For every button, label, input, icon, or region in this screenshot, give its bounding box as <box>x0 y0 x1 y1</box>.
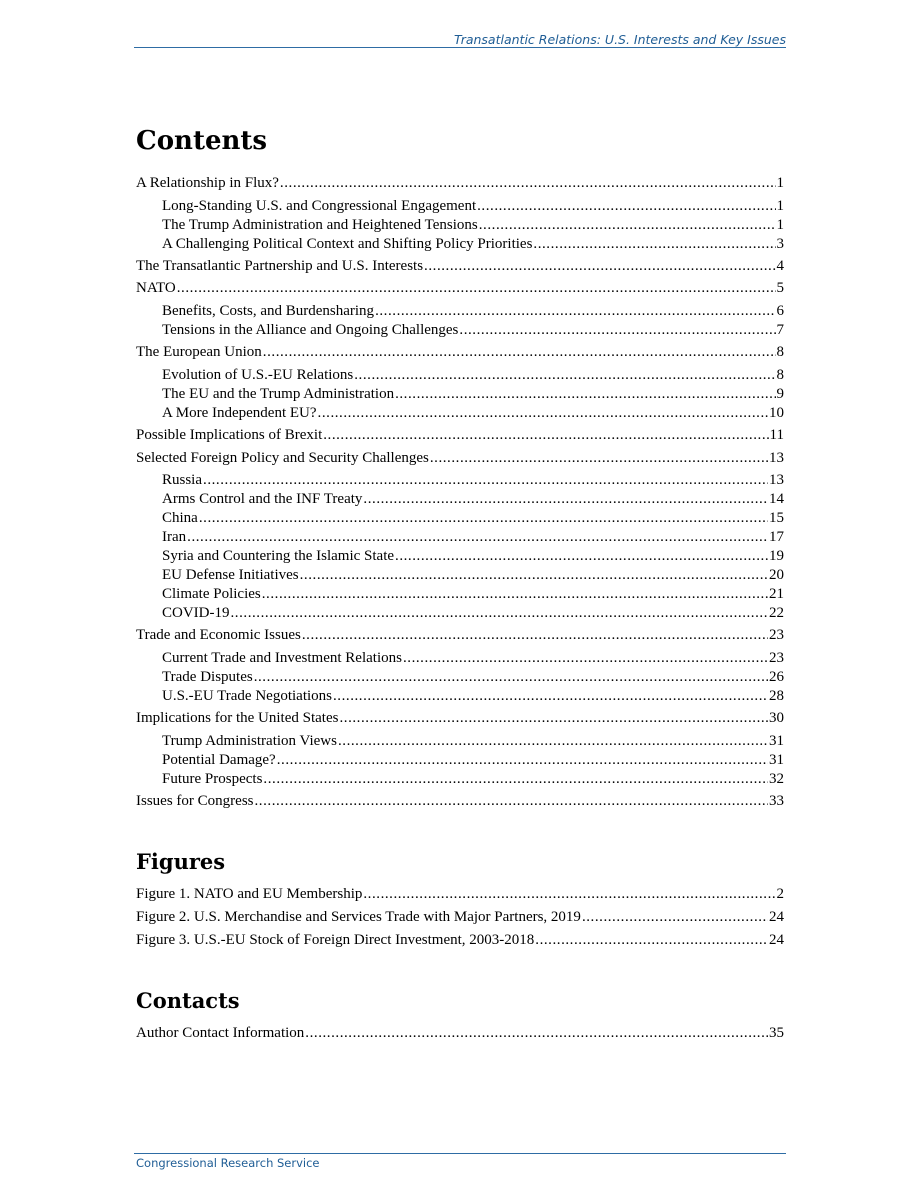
toc-entry[interactable] <box>162 547 784 565</box>
toc-entry-title: Evolution of U.S.-EU Relations <box>162 367 354 383</box>
toc-dot-leader <box>582 908 768 926</box>
toc-dot-leader <box>354 366 775 384</box>
toc-entry-page: 13 <box>769 450 784 466</box>
toc-dot-leader <box>323 426 768 444</box>
toc-entry[interactable] <box>162 490 784 508</box>
toc-entry[interactable] <box>136 343 784 361</box>
toc-dot-leader <box>333 687 768 705</box>
toc-dot-leader <box>339 709 768 727</box>
toc-entry-title: Potential Damage? <box>162 752 276 768</box>
toc-entry-page: 21 <box>769 586 784 602</box>
toc-dot-leader <box>277 751 768 769</box>
toc-entry-title: Future Prospects <box>162 771 263 787</box>
toc-entry-title: U.S.-EU Trade Negotiations <box>162 688 332 704</box>
toc-entry-title: EU Defense Initiatives <box>162 567 299 583</box>
toc-entry-page: 35 <box>769 1025 784 1041</box>
toc-entry-title: Implications for the United States <box>136 710 339 726</box>
toc-entry[interactable] <box>162 585 784 603</box>
toc-entry[interactable] <box>136 885 784 903</box>
contacts-heading: Contacts <box>136 988 240 1013</box>
toc-entry-title: Selected Foreign Policy and Security Challenges <box>136 450 429 466</box>
toc-entry[interactable] <box>162 649 784 667</box>
toc-dot-leader <box>430 449 768 467</box>
toc-entry-title: Long-Standing U.S. and Congressional Engagement <box>162 198 477 214</box>
toc-entry-page: 5 <box>776 280 784 296</box>
toc-entry-page: 9 <box>776 386 784 402</box>
toc-entry[interactable] <box>136 1024 784 1042</box>
toc-dot-leader <box>318 404 768 422</box>
toc-entry-page: 24 <box>769 932 784 948</box>
toc-entry-title: The Transatlantic Partnership and U.S. Interests <box>136 258 424 274</box>
toc-dot-leader <box>231 604 769 622</box>
toc-entry[interactable] <box>162 321 784 339</box>
toc-entry[interactable] <box>136 449 784 467</box>
toc-entry[interactable] <box>136 709 784 727</box>
toc-entry-page: 11 <box>769 427 784 443</box>
toc-dot-leader <box>305 1024 768 1042</box>
page-footer <box>134 1153 786 1170</box>
toc-entry-title: Possible Implications of Brexit <box>136 427 323 443</box>
toc-entry-page: 28 <box>769 688 784 704</box>
toc-dot-leader <box>403 649 768 667</box>
toc-entry-title: Russia <box>162 472 203 488</box>
toc-dot-leader <box>479 216 776 234</box>
toc-entry-page: 1 <box>776 198 784 214</box>
toc-entry[interactable] <box>136 174 784 192</box>
toc-dot-leader <box>263 770 768 788</box>
toc-entry-page: 1 <box>776 175 784 191</box>
toc-entry-title: Figure 3. U.S.-EU Stock of Foreign Direct Investment, 2003-2018 <box>136 932 535 948</box>
toc-entry[interactable] <box>162 732 784 750</box>
toc-entry-title: A Challenging Political Context and Shifting Policy Priorities <box>162 236 533 252</box>
toc-entry-page: 30 <box>769 710 784 726</box>
toc-entry-page: 33 <box>769 793 784 809</box>
toc-entry-page: 14 <box>769 491 784 507</box>
toc-entry-page: 8 <box>776 367 784 383</box>
toc-entry-page: 10 <box>769 405 784 421</box>
toc-dot-leader <box>302 626 768 644</box>
toc-entry-title: Arms Control and the INF Treaty <box>162 491 363 507</box>
toc-dot-leader <box>203 471 768 489</box>
toc-entry[interactable] <box>162 770 784 788</box>
toc-dot-leader <box>459 321 775 339</box>
toc-entry-page: 7 <box>776 322 784 338</box>
header-title: Transatlantic Relations: U.S. Interests and Key Issues <box>454 32 786 47</box>
toc-entry[interactable] <box>136 626 784 644</box>
toc-entry[interactable] <box>162 751 784 769</box>
toc-entry-page: 26 <box>769 669 784 685</box>
toc-entry[interactable] <box>162 471 784 489</box>
toc-dot-leader <box>187 528 768 546</box>
toc-dot-leader <box>199 509 768 527</box>
toc-entry-title: The EU and the Trump Administration <box>162 386 395 402</box>
toc-entry-page: 3 <box>776 236 784 252</box>
toc-entry-page: 31 <box>769 752 784 768</box>
toc-dot-leader <box>262 585 768 603</box>
toc-entry-page: 8 <box>776 344 784 360</box>
contents-heading: Contents <box>136 126 268 156</box>
toc-entry[interactable] <box>162 668 784 686</box>
toc-dot-leader <box>338 732 768 750</box>
toc-dot-leader <box>477 197 775 215</box>
toc-entry[interactable] <box>136 279 784 297</box>
running-header <box>134 33 786 48</box>
toc-entry[interactable] <box>136 792 784 810</box>
toc-dot-leader <box>280 174 776 192</box>
toc-entry-title: The European Union <box>136 344 262 360</box>
toc-entry-title: Iran <box>162 529 187 545</box>
footer-text: Congressional Research Service <box>136 1156 320 1170</box>
toc-entry-title: China <box>162 510 198 526</box>
toc-dot-leader <box>424 257 775 275</box>
toc-entry-title: The Trump Administration and Heightened Tensions <box>162 217 478 233</box>
toc-entry-title: COVID-19 <box>162 605 230 621</box>
toc-entry-page: 13 <box>769 472 784 488</box>
toc-entry[interactable] <box>136 426 784 444</box>
toc-dot-leader <box>263 343 776 361</box>
toc-dot-leader <box>395 547 768 565</box>
toc-entry[interactable] <box>162 216 784 234</box>
toc-dot-leader <box>300 566 768 584</box>
toc-entry[interactable] <box>136 257 784 275</box>
toc-entry[interactable] <box>136 908 784 926</box>
toc-entry[interactable] <box>162 509 784 527</box>
toc-entry[interactable] <box>162 404 784 422</box>
toc-entry-page: 23 <box>769 650 784 666</box>
toc-dot-leader <box>395 385 775 403</box>
toc-entry-title: Trade and Economic Issues <box>136 627 301 643</box>
toc-entry-title: Issues for Congress <box>136 793 254 809</box>
toc-entry[interactable] <box>162 566 784 584</box>
toc-entry-title: Benefits, Costs, and Burdensharing <box>162 303 375 319</box>
toc-entry-page: 17 <box>769 529 784 545</box>
toc-entry-title: Figure 2. U.S. Merchandise and Services Trade with Major Partners, 2019 <box>136 909 581 925</box>
toc-entry-title: Current Trade and Investment Relations <box>162 650 402 666</box>
toc-entry-page: 1 <box>776 217 784 233</box>
toc-entry-page: 15 <box>769 510 784 526</box>
toc-entry-title: Climate Policies <box>162 586 261 602</box>
toc-dot-leader <box>177 279 776 297</box>
toc-entry-page: 2 <box>776 886 784 902</box>
figures-heading: Figures <box>136 849 226 874</box>
toc-entry-page: 23 <box>769 627 784 643</box>
toc-entry-title: Trump Administration Views <box>162 733 337 749</box>
toc-dot-leader <box>255 792 769 810</box>
toc-dot-leader <box>533 235 775 253</box>
toc-entry[interactable] <box>162 235 784 253</box>
toc-dot-leader <box>363 490 768 508</box>
toc-entry-page: 20 <box>769 567 784 583</box>
toc-entry-page: 4 <box>776 258 784 274</box>
toc-entry-page: 22 <box>769 605 784 621</box>
toc-entry-title: A Relationship in Flux? <box>136 175 279 191</box>
toc-entry[interactable] <box>162 528 784 546</box>
toc-dot-leader <box>375 302 775 320</box>
toc-entry-title: A More Independent EU? <box>162 405 317 421</box>
toc-entry-page: 31 <box>769 733 784 749</box>
toc-entry[interactable] <box>162 197 784 215</box>
toc-entry-title: Author Contact Information <box>136 1025 305 1041</box>
toc-entry[interactable] <box>162 385 784 403</box>
toc-entry-page: 6 <box>776 303 784 319</box>
toc-entry[interactable] <box>162 604 784 622</box>
toc-entry-title: NATO <box>136 280 176 296</box>
toc-entry[interactable] <box>136 931 784 949</box>
toc-dot-leader <box>535 931 768 949</box>
toc-entry-title: Tensions in the Alliance and Ongoing Challenges <box>162 322 459 338</box>
toc-entry-title: Figure 1. NATO and EU Membership <box>136 886 363 902</box>
toc-entry-title: Syria and Countering the Islamic State <box>162 548 395 564</box>
toc-entry-page: 32 <box>769 771 784 787</box>
toc-entry[interactable] <box>162 366 784 384</box>
toc-entry-page: 19 <box>769 548 784 564</box>
toc-entry-title: Trade Disputes <box>162 669 253 685</box>
toc-dot-leader <box>254 668 768 686</box>
toc-entry[interactable] <box>162 302 784 320</box>
toc-dot-leader <box>363 885 775 903</box>
toc-entry[interactable] <box>162 687 784 705</box>
toc-entry-page: 24 <box>769 909 784 925</box>
